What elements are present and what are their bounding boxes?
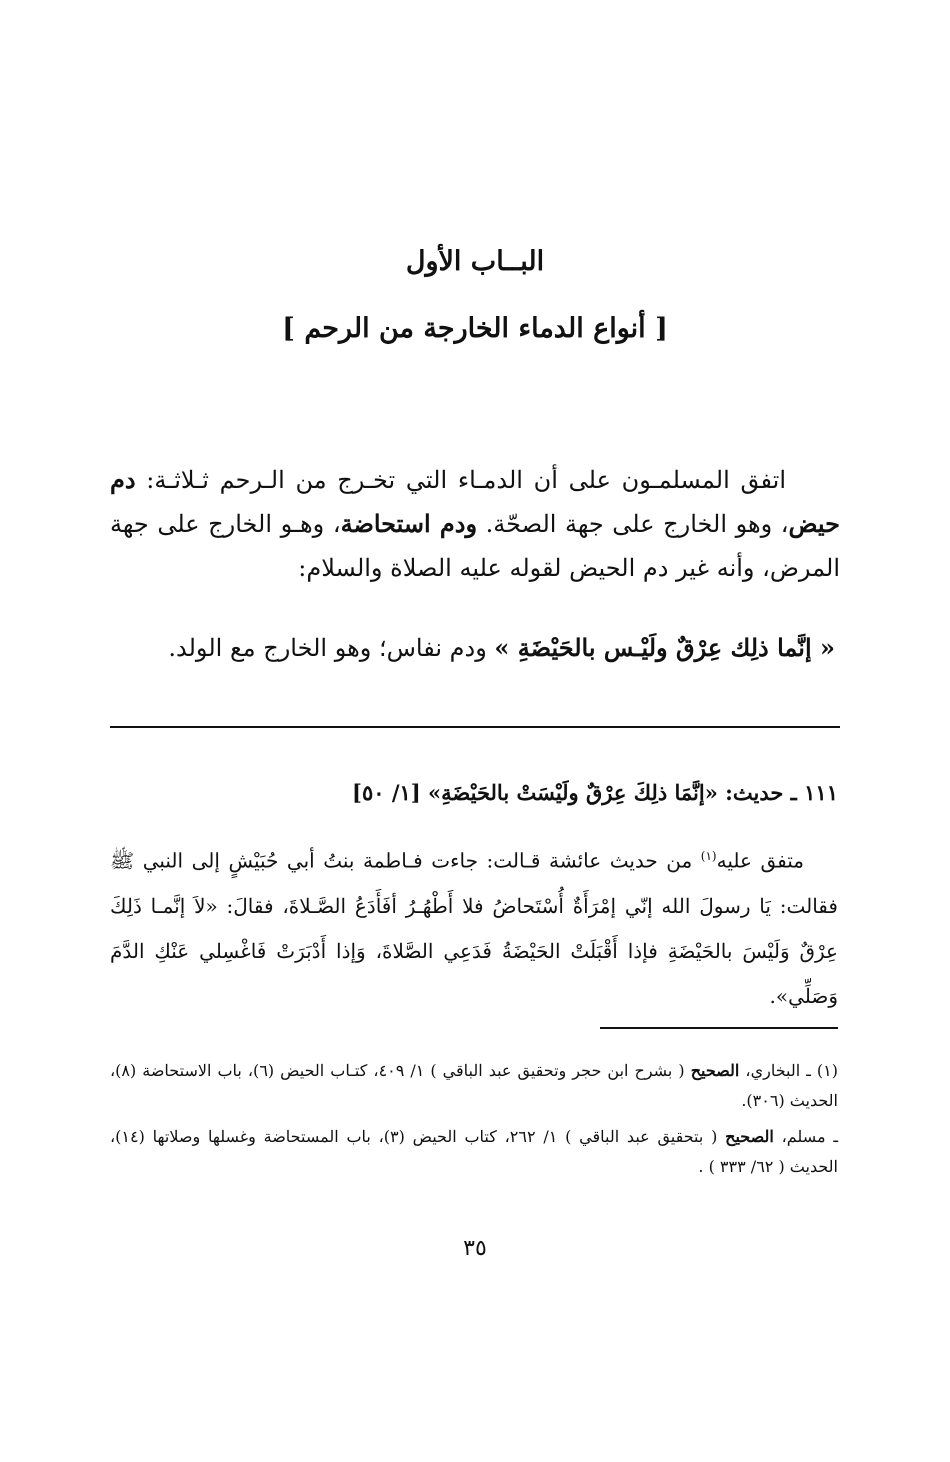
footnote-divider — [600, 1027, 838, 1029]
section-divider — [110, 726, 840, 728]
footnote-1-post: ( بشرح ابن حجر وتحقيق عبد الباقي ) ١/ ٤٠٩، كتـاب الحيض (٦)، باب الاستحاضة (٨)، الحديث (٣٠٦). — [110, 1061, 838, 1110]
footnotes — [110, 1056, 838, 1188]
prophetic-quote: « إنَّما ذلِك عِرْقٌ ولَيْـس بالحَيْضَةِ » — [494, 633, 835, 662]
chapter-subtitle: [ أنواع الدماء الخارجة من الرحم ] — [282, 313, 668, 344]
chapter-title: البــاب الأول — [405, 246, 545, 277]
intro-text-3: ، وهـو الخارج على جهة المرض، وأنه غير دم الحيض لقوله عليه الصلاة والسلام: — [110, 510, 840, 582]
footnote-2-post: ( بتحقيق عبد الباقي ) ١/ ٢٦٢، كتاب الحيض (٣)، باب المستحاضة وغسلها وصلاتها (١٤)، الحديث ( ٦٢/ ٣٣٣ ) . — [110, 1127, 838, 1176]
hadith-takhrij — [110, 834, 838, 1019]
quote-line — [110, 626, 835, 670]
hadith-body-start: متفق عليه — [716, 848, 804, 873]
term-menstruation: دم حيض — [110, 465, 841, 538]
footnote-2-bold: الصحيح — [725, 1127, 774, 1146]
hadith-body-rest: من حديث عائشة قـالت: جاءت فـاطمة بنتُ أبي حُبَيْشٍ إلى النبي ﷺ فقالت: يَا رسولَ الله إنّي إمْرَأَةٌ أُسْتَحاضُ فلا أَطْهُـرُ أفَأَدَعُ الصَّـلاةَ، فقالَ: «لاَ إنَّمـا ذَلِكَ عِرْقٌ وَلَيْسَ بالحَيْضَةِ فإذا أَقْبَلَتْ الحَيْضَةُ فَدَعِي الصَّلاةَ، وَإذا أَدْبَرَتْ فَاغْسِلي عَنْكِ الدَّمَ وَصَلِّي». — [110, 848, 838, 1008]
footnote-2-pre: ـ مسلم، — [773, 1127, 838, 1146]
intro-text-2: ، وهو الخارج على جهة الصحّة. — [477, 510, 789, 538]
footnote-1-pre: (١) ـ البخاري، — [739, 1061, 839, 1080]
footnote-1-bold: الصحيح — [690, 1061, 740, 1080]
after-quote-text: ودم نفاس؛ وهو الخارج مع الولد. — [168, 634, 495, 662]
footnote-1 — [110, 1056, 838, 1116]
footnote-ref: (١) — [700, 849, 717, 863]
main-paragraph — [110, 458, 840, 590]
intro-text-1: اتفق المسلمـون على أن الدمـاء التي تخـرج من الـرحم ثـلاثـة: — [135, 466, 786, 494]
page-number: ٣٥ — [463, 1236, 487, 1261]
footnote-2 — [110, 1122, 838, 1182]
hadith-heading: ١١١ ـ حديث: «إنَّمَا ذلِكَ عِرْقٌ ولَيْسَتْ بالحَيْضَةِ» [١/ ٥٠] — [352, 780, 838, 805]
term-istihada: ودم استحاضة — [340, 509, 478, 538]
